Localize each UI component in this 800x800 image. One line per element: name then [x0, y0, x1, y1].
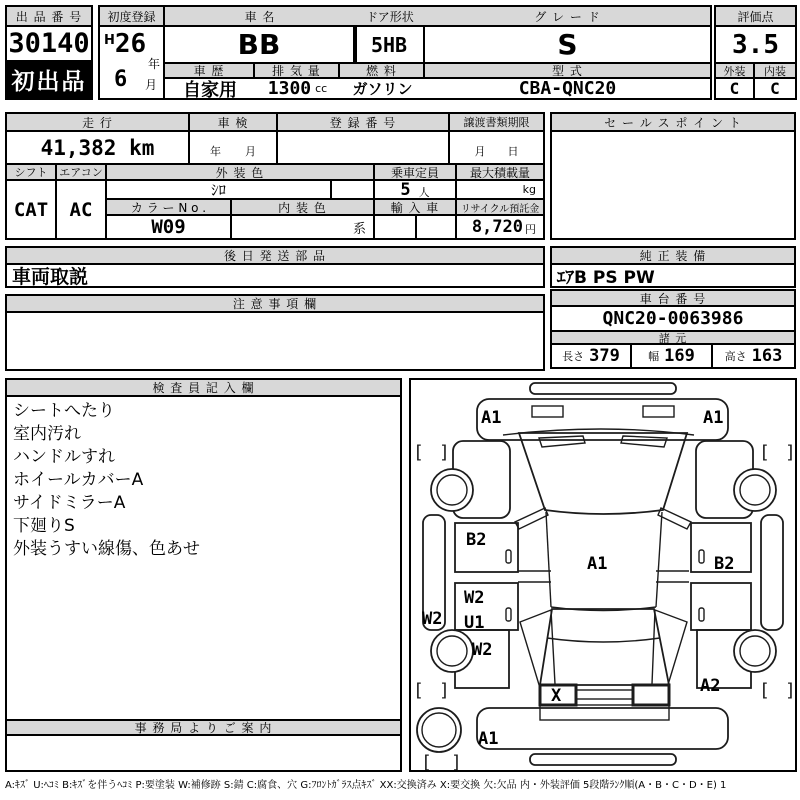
registration-number-header: 登 録 番 号	[278, 114, 450, 132]
first-listing-badge: 初出品	[7, 60, 91, 98]
registration-number-value	[278, 132, 450, 165]
later-parts-header: 後 日 発 送 部 品	[7, 248, 543, 265]
equipment-value: ｴｱB PS PW	[557, 268, 655, 288]
recycle-unit: 円	[525, 223, 536, 236]
caution-header: 注 意 事 項 欄	[7, 296, 543, 313]
interior-color-value: 系	[232, 216, 375, 238]
damage-code-W2: W2	[422, 609, 443, 629]
equipment-header: 純 正 装 備	[552, 248, 794, 265]
max-load-unit: kg	[522, 183, 536, 196]
office-header: 事 務 局 よ り ご 案 内	[7, 719, 400, 736]
exterior-color-header: 外 装 色	[107, 165, 375, 181]
rear-glass-edge	[547, 638, 660, 642]
lot-header: 出 品 番 号	[7, 7, 91, 27]
inspector-note-line: ハンドルすれ	[13, 447, 115, 467]
first-registration-header: 初度登録	[100, 7, 163, 27]
door-handle	[506, 608, 511, 621]
recycle-header: リサイクル預託金	[457, 200, 543, 216]
hood-edge	[503, 429, 694, 435]
registration-month: 6	[114, 67, 128, 92]
b-pillar-left	[518, 571, 551, 582]
door-handle	[699, 550, 704, 563]
shaken-month-label: 月	[245, 145, 256, 158]
corner-bracket: ]	[451, 752, 462, 770]
recycle-value	[457, 216, 543, 238]
displacement-unit: cc	[315, 82, 328, 95]
displacement-value	[255, 79, 340, 98]
corner-bracket: [	[759, 442, 770, 463]
wiper-right	[621, 436, 667, 447]
first-registration-month	[100, 67, 163, 97]
rating-score: 3.5	[732, 29, 779, 60]
exterior-rating-header: 外装	[716, 62, 755, 79]
damage-code-B2: B2	[466, 530, 487, 550]
inspector-note-line: 室内汚れ	[13, 424, 81, 444]
first-registration-column	[100, 7, 165, 98]
chassis-header: 車 台 番 号	[552, 291, 794, 307]
exterior-color-sub-cell	[332, 181, 375, 200]
damage-code-A1: A1	[703, 408, 724, 428]
history-header: 車 歴	[165, 62, 255, 79]
damage-code-A1: A1	[481, 408, 502, 428]
inspector-note-line: サイドミラーA	[13, 493, 126, 513]
door-handle	[506, 550, 511, 563]
month-unit: 月	[144, 78, 157, 92]
damage-code-U1: U1	[464, 613, 485, 633]
shaken-year-label: 年	[210, 145, 221, 158]
shift-value: CAT	[7, 181, 57, 238]
door-shape-header: ドア形状	[355, 7, 425, 27]
transfer-day-label: 日	[507, 145, 519, 158]
damage-code-B2: B2	[714, 554, 735, 574]
caution-box	[5, 294, 545, 371]
specs-header: 諸 元	[552, 330, 794, 345]
model-code-header: 型 式	[425, 62, 710, 79]
sales-point-content	[552, 132, 794, 238]
height-value: 163	[751, 346, 783, 366]
inspector-box	[5, 378, 402, 772]
inspector-note-line: ホイールカバーA	[13, 470, 144, 490]
max-load-header: 最大積載量	[457, 165, 543, 181]
front-lower-strip	[530, 383, 676, 394]
width-value: 169	[664, 346, 695, 366]
recycle-number: 8,720	[471, 217, 523, 237]
inspector-note-line: シートへたり	[13, 401, 115, 421]
corner-bracket: [	[413, 680, 424, 701]
max-load-value	[457, 181, 543, 200]
corner-bracket: ]	[785, 442, 795, 463]
spec-length	[552, 345, 632, 367]
transfer-month-label: 月	[474, 145, 486, 158]
later-parts-box	[5, 246, 545, 288]
import-sub-cell	[417, 216, 457, 238]
office-content	[7, 736, 400, 770]
interior-rating-header: 内装	[755, 62, 795, 79]
mileage-header: 走 行	[7, 114, 190, 132]
caution-content	[7, 313, 543, 369]
car-diagram-svg	[411, 380, 795, 770]
front-bumper-detail-left	[532, 406, 563, 417]
vehicle-top-table	[98, 5, 712, 100]
license-recess	[576, 690, 633, 699]
damage-code-A1: A1	[587, 554, 608, 574]
rating-box	[714, 5, 797, 100]
damage-code-W2: W2	[464, 588, 485, 608]
door-shape-value: 5HB	[355, 27, 425, 62]
height-label: 高さ	[724, 350, 747, 363]
damage-code-X: X	[551, 686, 562, 706]
spec-height	[713, 345, 794, 367]
rear-bumper	[477, 708, 728, 749]
capacity-number: 5	[400, 179, 411, 200]
sales-point-header: セ ー ル ス ポ イ ン ト	[552, 114, 794, 132]
fuel-value: ガソリン	[352, 80, 413, 98]
length-value: 379	[589, 346, 620, 366]
damage-code-W2: W2	[472, 640, 493, 660]
year-unit: 年	[147, 57, 160, 71]
width-label: 幅	[648, 350, 660, 363]
corner-bracket: ]	[439, 442, 450, 463]
corner-bracket: ]	[439, 680, 450, 701]
transfer-docs-header: 譲渡書類期限	[450, 114, 543, 132]
transfer-docs-value	[450, 132, 543, 165]
b-pillar-right	[656, 571, 689, 582]
interior-rating-value: C	[770, 79, 780, 98]
front-bumper-detail-right	[643, 406, 674, 417]
capacity-value	[375, 181, 457, 200]
equipment-box	[550, 246, 796, 288]
damage-code-A1: A1	[478, 729, 499, 749]
exterior-rating-value: C	[716, 79, 755, 98]
chassis-box	[550, 289, 796, 369]
lot-number: 30140	[8, 28, 90, 59]
a-pillar-left	[515, 508, 548, 529]
inspector-notes	[7, 397, 400, 719]
import-header: 輸 入 車	[375, 200, 457, 216]
registration-year: 26	[114, 29, 147, 59]
color-no-value: W09	[107, 216, 232, 238]
inspector-note-line: 外装うすい線傷、色あせ	[13, 539, 200, 559]
car-name-value: BB	[165, 27, 355, 62]
spare-tire	[417, 708, 461, 752]
sales-point-box	[550, 112, 796, 240]
length-label: 長さ	[562, 350, 585, 363]
rating-header: 評価点	[716, 7, 795, 27]
aircon-header: エアコン	[57, 165, 107, 181]
chassis-value: QNC20-0063986	[602, 308, 744, 329]
mileage-value: 41,382 km	[7, 132, 190, 165]
capacity-unit: 人	[418, 186, 430, 199]
shaken-header: 車 検	[190, 114, 278, 132]
rear-door-right	[691, 583, 751, 630]
damage-code-A2: A2	[700, 676, 721, 696]
later-parts-value: 車両取説	[12, 266, 89, 288]
displacement-header: 排 気 量	[255, 62, 340, 79]
era-label: H	[104, 33, 115, 48]
wiper-left	[539, 436, 585, 447]
shift-header: シフト	[7, 165, 57, 181]
rear-lower-strip	[530, 754, 676, 765]
corner-bracket: [	[759, 680, 770, 701]
damage-code-legend: A:ｷｽﾞ U:ﾍｺﾐ B:ｷｽﾞを伴うﾍｺﾐ P:要塗装 W:補修跡 S:錆 C:腐食、穴 G:ﾌﾛﾝﾄｶﾞﾗｽ点ｷｽﾞ XX:交換済み X:要交換 欠:欠品 内・外装評価 5段階ﾗﾝｸ順(A・B・C・D・E) 1	[5, 780, 727, 791]
color-no-header: カ ラ ー N o .	[107, 200, 232, 216]
inspector-header: 検 査 員 記 入 欄	[7, 380, 400, 397]
corner-bracket: [	[413, 442, 424, 463]
taillight-right	[633, 685, 669, 705]
inspector-note-line: 下廻りS	[13, 516, 75, 536]
door-handle	[699, 608, 704, 621]
corner-bracket: ]	[785, 680, 795, 701]
capacity-header: 乗車定員	[375, 165, 457, 181]
displacement-number: 1300	[267, 78, 312, 99]
a-pillar-right	[658, 508, 691, 529]
exterior-color-value: ｼﾛ	[107, 181, 332, 200]
roof-edge-left	[546, 512, 551, 607]
car-diagram-box	[409, 378, 797, 772]
lot-box	[5, 5, 93, 100]
shaken-value	[190, 132, 278, 165]
model-code-value: CBA-QNC20	[518, 78, 617, 99]
aircon-value: AC	[57, 181, 107, 238]
grade-header: グ レ ー ド	[425, 7, 710, 27]
windshield	[519, 433, 687, 514]
first-registration-year	[104, 29, 162, 71]
spec-width	[632, 345, 713, 367]
history-value: 自家用	[183, 79, 237, 101]
roof-edge-right	[656, 512, 662, 607]
car-name-header: 車 名	[165, 7, 355, 27]
corner-bracket: [	[421, 752, 432, 770]
fuel-header: 燃 料	[340, 62, 425, 79]
import-value	[375, 216, 417, 238]
info-table	[5, 112, 545, 240]
rear-hatch	[540, 609, 669, 685]
side-sill-right	[761, 515, 783, 630]
interior-color-header: 内 装 色	[232, 200, 375, 216]
front-door-left	[455, 523, 518, 572]
grade-value: S	[557, 28, 578, 61]
